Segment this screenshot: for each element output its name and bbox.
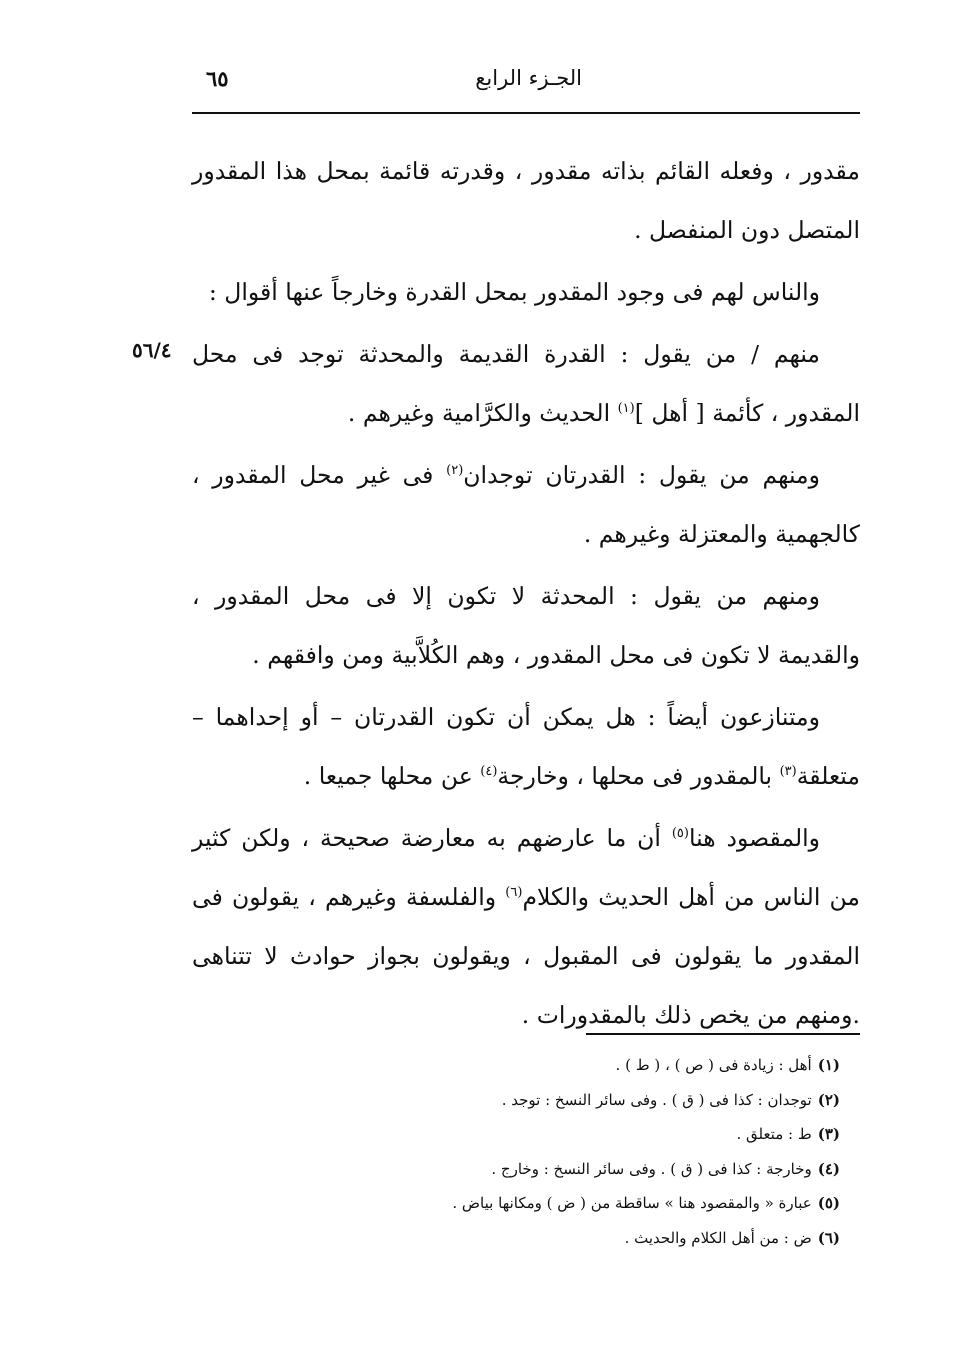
paragraph-6-text-c: عن محلها جميعا . — [303, 762, 481, 790]
paragraph-3-text-b: الحديث والكرَّامية وغيرهم . — [347, 399, 618, 427]
footnote-text: توجدان : كذا فى ( ق ) . وفى سائر النسخ : توجد . — [501, 1090, 812, 1109]
footnote — [260, 1186, 840, 1221]
footnote-ref-6: (٦) — [505, 885, 523, 901]
footnote — [260, 1048, 840, 1083]
footnote-ref-5: (٥) — [671, 826, 689, 842]
paragraph-2 — [192, 263, 860, 322]
header-rule — [192, 112, 860, 114]
footnote-text: عبارة « والمقصود هنا » ساقطة من ( ض ) ومكانها بياض . — [452, 1194, 812, 1212]
margin-reference: ٥٦/٤ — [132, 338, 172, 362]
footnote-text: ض : من أهل الكلام والحديث . — [624, 1228, 812, 1247]
main-text — [192, 142, 860, 1045]
running-title: الجـزء الرابع — [475, 66, 582, 90]
footnote-text: ط : متعلق . — [736, 1125, 812, 1143]
paragraph-7-text-a: والمقصود هنا — [688, 824, 820, 852]
paragraph-6-text-a: ومتنازعون أيضاً : هل يمكن أن تكون القدرتان – أو إحداهما – متعلقة — [192, 703, 860, 790]
paragraph-6 — [192, 688, 860, 806]
paragraph-3 — [192, 325, 860, 443]
paragraph-1 — [192, 142, 860, 260]
paragraph-7 — [192, 809, 860, 1045]
footnote-number: (٤) — [817, 1159, 840, 1178]
footnote-text: وخارجة : كذا فى ( ق ) . وفى سائر النسخ : وخارج . — [491, 1159, 812, 1178]
paragraph-6-text-b: بالمقدور فى محلها ، وخارجة — [497, 762, 780, 790]
footnote-number: (٢) — [817, 1090, 840, 1109]
paragraph-5-text: ومنهم من يقول : المحدثة لا تكون إلا فى محل المقدور ، والقديمة لا تكون فى محل المقدور ، وهم الكُلاَّبية ومن وافقهم . — [192, 582, 860, 669]
footnotes — [260, 1048, 840, 1255]
footnote-number: (٣) — [817, 1125, 840, 1143]
paragraph-7-text-c: والفلسفة وغيرهم ، يقولون فى المقدور ما يقولون فى المقبول ، ويقولون بجواز حوادث لا تتناهى .ومنهم من يخص ذلك بالمقدورات . — [192, 883, 860, 1029]
page-header — [192, 62, 860, 102]
paragraph-4-text-b: فى غير محل المقدور ، كالجهمية والمعتزلة وغيرهم . — [192, 461, 860, 548]
paragraph-4-text-a: ومنهم من يقول : القدرتان توجدان — [463, 461, 820, 489]
footnote-ref-1: (١) — [617, 401, 635, 417]
footnote-ref-3: (٣) — [779, 764, 797, 780]
footnote-ref-4: (٤) — [480, 764, 498, 780]
paragraph-5 — [192, 567, 860, 685]
paragraph-7-text-b: أن ما عارضهم به معارضة صحيحة ، ولكن كثير من الناس من أهل الحديث والكلام — [192, 824, 861, 911]
footnote-text: أهل : زيادة فى ( ص ) ، ( ط ) . — [615, 1056, 812, 1074]
footnote-rule — [586, 1033, 860, 1035]
footnote — [260, 1152, 840, 1187]
footnote-ref-2: (٢) — [446, 463, 464, 479]
footnote — [260, 1221, 840, 1256]
footnote — [260, 1117, 840, 1152]
paragraph-2-text: والناس لهم فى وجود المقدور بمحل القدرة وخارجاً عنها أقوال : — [208, 278, 820, 306]
footnote — [260, 1083, 840, 1118]
paragraph-3-text-a: منهم / من يقول : القدرة القديمة والمحدثة توجد فى محل المقدور ، كأئمة [ أهل ] — [192, 340, 860, 427]
paragraph-1-text: مقدور ، وفعله القائم بذاته مقدور ، وقدرته قائمة بمحل هذا المقدور المتصل دون المنفصل . — [192, 157, 860, 244]
paragraph-4 — [192, 446, 860, 564]
page-number: ٦٥ — [206, 66, 229, 91]
footnote-number: (١) — [817, 1056, 840, 1074]
footnote-number: (٥) — [817, 1194, 840, 1212]
footnote-number: (٦) — [817, 1228, 840, 1247]
